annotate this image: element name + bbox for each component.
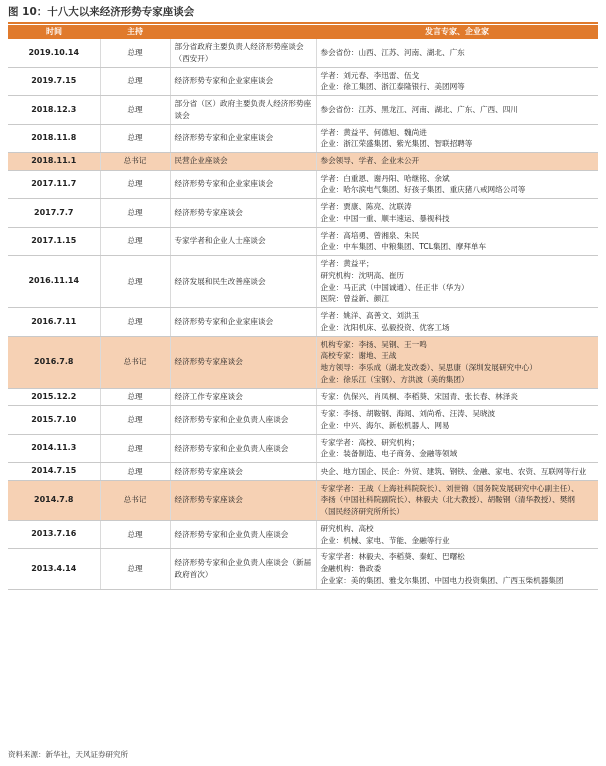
cell-date: 2017.11.7 [8, 170, 100, 199]
cell-speakers [316, 406, 598, 435]
table-row [8, 199, 598, 228]
cell-speakers [316, 520, 598, 549]
speaker-line: 金融机构：鲁政委 [320, 564, 382, 574]
cell-speakers [316, 480, 598, 520]
speaker-line: 企业：哈尔滨电气集团、好孩子集团、重庆猪八戒网络公司等 [320, 185, 526, 195]
table-row [8, 308, 598, 337]
speaker-line: 医院：曾益新、颜江 [320, 294, 389, 304]
cell-date: 2016.7.11 [8, 308, 100, 337]
table-row [8, 520, 598, 549]
table-row [8, 67, 598, 96]
cell-host: 总书记 [100, 480, 170, 520]
cell-date: 2018.11.8 [8, 124, 100, 153]
speaker-line: 参会省份：山西、江苏、河南、湖北、广东 [320, 47, 465, 57]
speaker-line: 企业：浙江荣盛集团、紫光集团、智联招聘等 [320, 139, 473, 149]
cell-date: 2018.11.1 [8, 153, 100, 170]
speaker-line: 企业：沈阳机床、弘毅投资、优客工场 [320, 322, 450, 332]
cell-speakers [316, 227, 598, 256]
source-note: 资料来源：新华社，天风证券研究所 [8, 750, 128, 759]
speaker-line: 企业：徐乐江（宝钢）、方洪波（美的集团） [320, 375, 469, 384]
speaker-line: 专家学者：林毅夫、李稻葵、秦虹、巴曙松 [320, 552, 465, 562]
table-row [8, 39, 598, 67]
meetings-table [8, 25, 598, 590]
table-row [8, 549, 598, 589]
speaker-line: 企业：机械、家电、节能、金融等行业 [320, 535, 450, 545]
table-row [8, 463, 598, 480]
cell-meeting: 经济形势专家座谈会 [170, 463, 316, 480]
cell-meeting: 经济形势专家和企业家座谈会 [170, 308, 316, 337]
cell-date: 2019.10.14 [8, 39, 100, 67]
cell-speakers [316, 463, 598, 480]
speaker-line: 学者：贾康、陈亮、沈联涛 [320, 202, 412, 212]
cell-date: 2013.4.14 [8, 549, 100, 589]
speaker-line: 央企、地方国企、民企：外贸、建筑、钢铁、金融、家电、农资、互联网等行业 [320, 466, 587, 476]
speaker-line: 专家：李扬、胡鞍钢、海闻、刘尚希、汪涛、吴晓波 [320, 409, 496, 419]
table-row [8, 388, 598, 405]
cell-meeting: 经济发展和民生改善座谈会 [170, 256, 316, 308]
cell-date: 2018.12.3 [8, 96, 100, 125]
speaker-line: 企业：徐工集团、浙江泰隆银行、美团网等 [320, 82, 465, 92]
cell-speakers [316, 336, 598, 388]
speaker-line: 研究机构、高校 [320, 523, 374, 533]
cell-speakers [316, 199, 598, 228]
table-header-row [8, 25, 598, 39]
speaker-line: 机构专家：李扬、吴钢、王一鸣 [320, 339, 427, 349]
speaker-line: 高校专家：谢地、王战 [320, 351, 397, 361]
cell-host: 总理 [100, 434, 170, 463]
speaker-line: 学者：白重恩、谢丹阳、哈继铭、余斌 [320, 173, 450, 183]
speaker-line: 学者：姚洋、高善文、刘洪玉 [320, 311, 420, 321]
figure-title: 图 10：十八大以来经济形势专家座谈会 [8, 6, 195, 18]
speaker-line: 专家学者：高校、研究机构； [320, 437, 420, 447]
cell-date: 2014.7.15 [8, 463, 100, 480]
cell-meeting: 经济形势专家座谈会 [170, 480, 316, 520]
speaker-line: 研究机构：沈明高、崔历 [320, 270, 405, 280]
table-row [8, 434, 598, 463]
table-row [8, 336, 598, 388]
speaker-line: 企业：装备制造、电子商务、金融等领域 [320, 449, 458, 459]
cell-date: 2014.7.8 [8, 480, 100, 520]
speaker-line: 企业家：美的集团、雅戈尔集团、中国电力投资集团、广西玉柴机器集团 [320, 575, 564, 585]
cell-meeting: 经济形势专家座谈会 [170, 199, 316, 228]
speaker-line: 企业：马正武（中国诚通）、任正非（华为） [320, 282, 469, 292]
cell-speakers [316, 96, 598, 125]
table-body [8, 39, 598, 589]
speaker-line: 企业：中兴、海尔、新松机器人、网易 [320, 420, 450, 430]
speaker-line: 学者：刘元春、李迅雷、伍戈 [320, 70, 420, 80]
cell-meeting: 专家学者和企业人士座谈会 [170, 227, 316, 256]
cell-meeting: 民营企业座谈会 [170, 153, 316, 170]
table-row [8, 406, 598, 435]
cell-host: 总理 [100, 520, 170, 549]
cell-host: 总书记 [100, 153, 170, 170]
cell-host: 总理 [100, 256, 170, 308]
cell-meeting: 经济形势专家和企业负责人座谈会（新届政府首次） [170, 549, 316, 589]
cell-date: 2016.11.14 [8, 256, 100, 308]
title-divider [8, 22, 598, 24]
cell-host: 总书记 [100, 336, 170, 388]
cell-date: 2014.11.3 [8, 434, 100, 463]
cell-meeting: 经济形势专家和企业家座谈会 [170, 124, 316, 153]
speaker-line: 专家：仇保兴、肖凤桐、李稻葵、宋国青、张长春、林泽炎 [320, 392, 518, 402]
speaker-line: 专家学者：王战（上海社科院院长）、刘世锦（国务院发展研究中心副主任）、 [320, 483, 579, 493]
cell-meeting: 经济形势专家和企业负责人座谈会 [170, 406, 316, 435]
speaker-line: 学者：黄益平、何德旭、魏尚进 [320, 127, 427, 137]
speaker-line: 企业：中车集团、中粮集团、TCL集团、摩拜单车 [320, 242, 487, 252]
cell-speakers [316, 308, 598, 337]
cell-speakers [316, 67, 598, 96]
speaker-line: 参会省份：江苏、黑龙江、河南、湖北、广东、广西、四川 [320, 104, 518, 114]
cell-meeting: 经济形势专家和企业负责人座谈会 [170, 520, 316, 549]
header-speakers: 发言专家、企业家 [316, 25, 598, 39]
cell-host: 总理 [100, 124, 170, 153]
speaker-line: 李扬（中国社科院副院长）、林毅夫（北大教授）、胡鞍钢（清华教授）、樊纲 [320, 495, 575, 505]
cell-date: 2015.7.10 [8, 406, 100, 435]
cell-speakers [316, 388, 598, 405]
cell-speakers [316, 256, 598, 308]
table-row [8, 480, 598, 520]
table-row [8, 124, 598, 153]
cell-date: 2017.1.15 [8, 227, 100, 256]
cell-host: 总理 [100, 406, 170, 435]
speaker-line: （国民经济研究所所长） [320, 507, 405, 517]
table-row [8, 227, 598, 256]
header-host: 主持 [100, 25, 170, 39]
cell-meeting: 经济工作专家座谈会 [170, 388, 316, 405]
cell-date: 2019.7.15 [8, 67, 100, 96]
cell-speakers [316, 39, 598, 67]
cell-date: 2015.12.2 [8, 388, 100, 405]
speaker-line: 企业：中国一重、顺丰速运、暴视科技 [320, 213, 450, 223]
cell-host: 总理 [100, 308, 170, 337]
cell-speakers [316, 124, 598, 153]
cell-host: 总理 [100, 227, 170, 256]
cell-meeting: 部分省政府主要负责人经济形势座谈会（西安开） [170, 39, 316, 67]
cell-host: 总理 [100, 96, 170, 125]
speaker-line: 学者：黄益平； [320, 259, 374, 269]
cell-speakers [316, 153, 598, 170]
cell-host: 总理 [100, 67, 170, 96]
cell-host: 总理 [100, 39, 170, 67]
cell-host: 总理 [100, 463, 170, 480]
table-row [8, 170, 598, 199]
cell-speakers [316, 549, 598, 589]
header-meeting [170, 25, 316, 39]
table-row [8, 256, 598, 308]
cell-host: 总理 [100, 199, 170, 228]
header-date: 时间 [8, 25, 100, 39]
cell-meeting: 经济形势专家和企业负责人座谈会 [170, 434, 316, 463]
cell-date: 2013.7.16 [8, 520, 100, 549]
cell-meeting: 经济形势专家和企业家座谈会 [170, 170, 316, 199]
speaker-line: 学者：高培勇、曾湘泉、朱民 [320, 230, 420, 240]
cell-meeting: 经济形势专家座谈会 [170, 336, 316, 388]
cell-speakers [316, 170, 598, 199]
cell-speakers [316, 434, 598, 463]
speaker-line: 地方领导：李乐成（湖北发改委）、吴思康（深圳发展研究中心） [320, 363, 537, 373]
cell-host: 总理 [100, 170, 170, 199]
table-row [8, 96, 598, 125]
cell-host: 总理 [100, 549, 170, 589]
cell-date: 2016.7.8 [8, 336, 100, 388]
speaker-line: 参会领导、学者、企业未公开 [320, 156, 420, 166]
table-row [8, 153, 598, 170]
cell-meeting: 部分省（区）政府主要负责人经济形势座谈会 [170, 96, 316, 125]
cell-date: 2017.7.7 [8, 199, 100, 228]
cell-host: 总理 [100, 388, 170, 405]
cell-meeting: 经济形势专家和企业家座谈会 [170, 67, 316, 96]
